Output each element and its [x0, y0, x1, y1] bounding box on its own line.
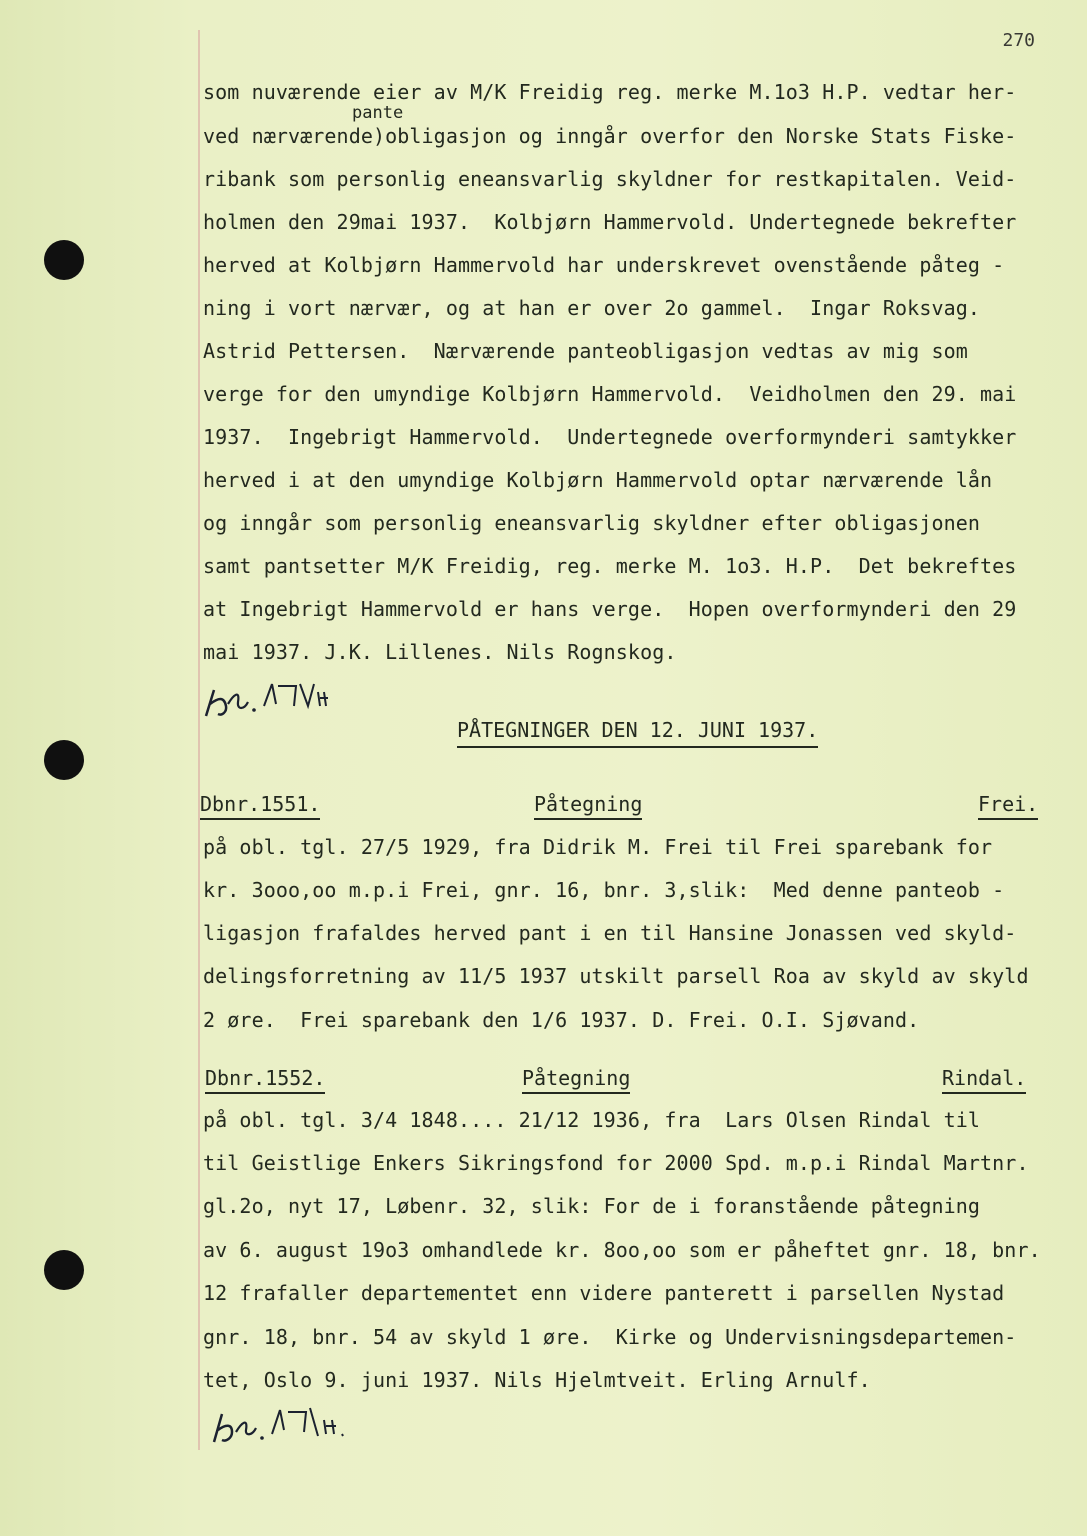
block1-line: verge for den umyndige Kolbjørn Hammervold. Veidholmen den 29. mai: [203, 382, 1017, 406]
block1-line: som nuværende eier av M/K Freidig reg. merke M.1o3 H.P. vedtar her-: [203, 80, 1017, 104]
block1-line: og inngår som personlig eneansvarlig skyldner efter obligasjonen: [203, 511, 981, 535]
handwritten-signature: [200, 676, 350, 726]
entry2-line: tet, Oslo 9. juni 1937. Nils Hjelmtveit. Erling Arnulf.: [203, 1368, 871, 1392]
entry2-line: 12 frafaller departementet enn videre panterett i parsellen Nystad: [203, 1281, 1005, 1305]
entry2-place: Rindal.: [942, 1066, 1026, 1094]
section-title: PÅTEGNINGER DEN 12. JUNI 1937.: [457, 718, 818, 748]
entry1-place: Frei.: [978, 792, 1038, 820]
entry1-dbnr: Dbnr.1551.: [200, 792, 320, 820]
entry2-type: Påtegning: [522, 1066, 630, 1094]
entry1-line: kr. 3ooo,oo m.p.i Frei, gnr. 16, bnr. 3,slik: Med denne panteob -: [203, 878, 1005, 902]
margin-line: [198, 30, 200, 1450]
page-number: 270: [1002, 30, 1035, 51]
entry1-line: 2 øre. Frei sparebank den 1/6 1937. D. Frei. O.I. Sjøvand.: [203, 1008, 920, 1032]
block1-line: mai 1937. J.K. Lillenes. Nils Rognskog.: [203, 640, 677, 664]
interlinear-insertion: pante: [352, 103, 404, 123]
block1-line: holmen den 29mai 1937. Kolbjørn Hammervold. Undertegnede bekrefter: [203, 210, 1017, 234]
block1-line: ved nærværende)obligasjon og inngår overfor den Norske Stats Fiske-: [203, 124, 1017, 148]
entry1-type: Påtegning: [534, 792, 642, 820]
block1-line: herved i at den umyndige Kolbjørn Hammervold optar nærværende lån: [203, 468, 993, 492]
handwritten-signature: [206, 1402, 376, 1452]
block1-line: herved at Kolbjørn Hammervold har underskrevet ovenstående påteg -: [203, 253, 1005, 277]
binder-hole-bottom: [44, 1250, 84, 1290]
block1-line: at Ingebrigt Hammervold er hans verge. Hopen overformynderi den 29: [203, 597, 1017, 621]
entry1-line: delingsforretning av 11/5 1937 utskilt parsell Roa av skyld av skyld: [203, 964, 1029, 988]
binder-hole-middle: [44, 740, 84, 780]
block1-line: Astrid Pettersen. Nærværende panteobligasjon vedtas av mig som: [203, 339, 968, 363]
entry1-line: på obl. tgl. 27/5 1929, fra Didrik M. Frei til Frei sparebank for: [203, 835, 993, 859]
block1-line: 1937. Ingebrigt Hammervold. Undertegnede overformynderi samtykker: [203, 425, 1017, 449]
entry2-line: av 6. august 19o3 omhandlede kr. 8oo,oo som er påheftet gnr. 18, bnr.: [203, 1238, 1041, 1262]
entry1-line: ligasjon frafaldes herved pant i en til Hansine Jonassen ved skyld-: [203, 921, 1017, 945]
entry2-line: på obl. tgl. 3/4 1848.... 21/12 1936, fra Lars Olsen Rindal til: [203, 1108, 981, 1132]
entry2-line: gl.2o, nyt 17, Løbenr. 32, slik: For de i foranstående påtegning: [203, 1194, 981, 1218]
block1-line: ribank som personlig eneansvarlig skyldner for restkapitalen. Veid-: [203, 167, 1017, 191]
block1-line: ning i vort nærvær, og at han er over 2o gammel. Ingar Roksvag.: [203, 296, 981, 320]
block1-line: samt pantsetter M/K Freidig, reg. merke M. 1o3. H.P. Det bekreftes: [203, 554, 1017, 578]
entry2-line: gnr. 18, bnr. 54 av skyld 1 øre. Kirke og Undervisningsdepartemen-: [203, 1325, 1017, 1349]
entry2-dbnr: Dbnr.1552.: [205, 1066, 325, 1094]
entry2-line: til Geistlige Enkers Sikringsfond for 2000 Spd. m.p.i Rindal Martnr.: [203, 1151, 1029, 1175]
binder-hole-top: [44, 240, 84, 280]
